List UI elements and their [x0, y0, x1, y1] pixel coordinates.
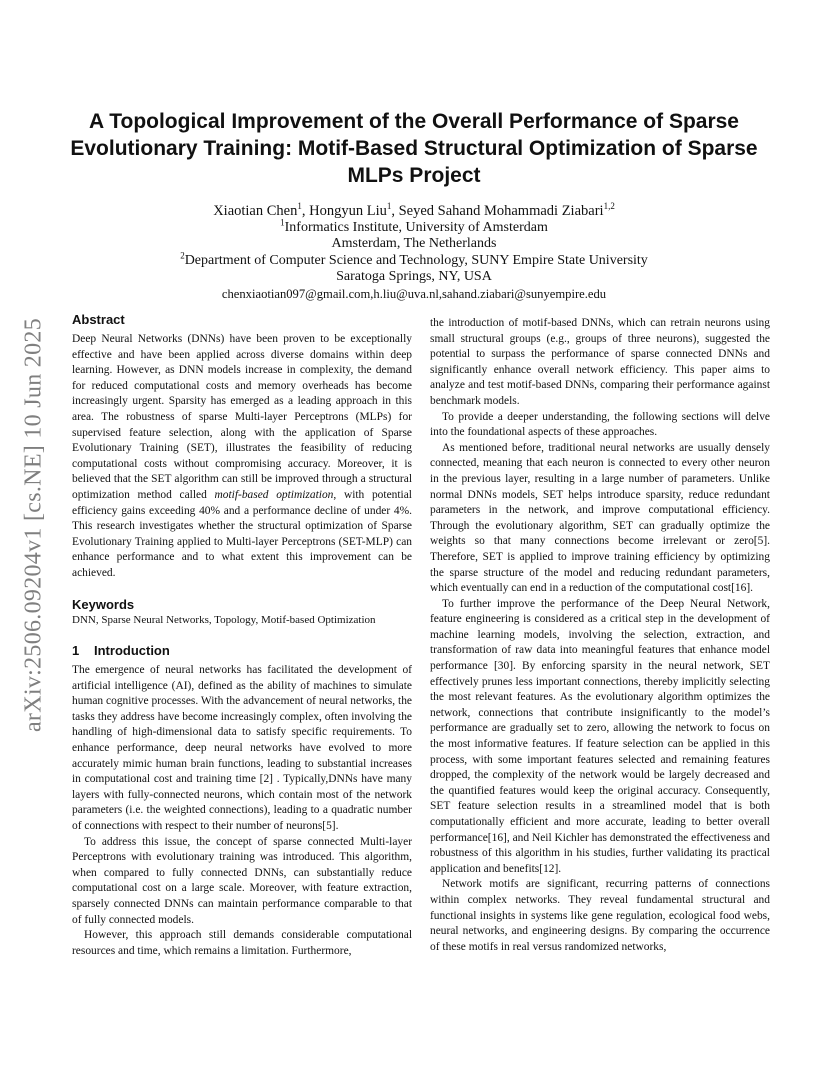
keywords-text: DNN, Sparse Neural Networks, Topology, Motif-based Optimization [72, 613, 376, 626]
keywords-heading: Keywords [72, 596, 135, 612]
section-title: Introduction [94, 643, 170, 659]
affiliation-2-name: Department of Computer Science and Technology, SUNY Empire State University [184, 252, 648, 268]
abstract-heading: Abstract [72, 312, 125, 327]
arxiv-sidebar [14, 290, 54, 760]
author-2-affil: 1 [386, 201, 392, 212]
right-column [430, 316, 770, 955]
intro-paragraph-2: To address this issue, the concept of sparse connected Multi-layer Perceptrons with evolutionary training was introduced. This algorithm, when compared to fully connected DNNs, can substantially reduce computational cost on a large scale. Moreover, with feature extraction, sparsely connected DNNs can maintain performance comparable to that of fully connected models. [72, 835, 412, 926]
author-3-affil: 1,2 [603, 201, 615, 212]
author-3: Seyed Sahand Mohammadi Ziabari [398, 203, 604, 219]
right-paragraph-3: As mentioned before, traditional neural networks are usually densely connected, meaning that each neuron is connected to every other neuron in the previous layer, resulting in a large number of parameters. Unlike normal DNNs models, SET helps introduce sparsity, reduce redundant parameters in the network, and improve computational efficiency. Through the evolutionary algorithm, SET can gradually optimize the weights so that many connections become irrelevant or zero[5]. Therefore, SET is applied to improve training efficiency by optimizing the sparse structure of the model and reducing redundant parameters, which eventually can end in a reduction of the computational cost[16]. [430, 441, 770, 595]
section-number: 1 [72, 643, 80, 659]
affiliation-1 [72, 216, 756, 237]
abstract-text [72, 332, 412, 582]
intro-paragraph-3: However, this approach still demands considerable computational resources and time, which remains a limitation. Furthermore, [72, 929, 412, 957]
abstract-text-part-2: , with potential efficiency gains exceeding 40% and a performance decline of under 4%. This research investigates whether the structural optimization of Sparse Evolutionary Training applied to Multi-layer Perceptrons (SET-MLP) can enhance performance and to what extent this improvement can be achieved. [72, 488, 412, 579]
right-paragraph-4: To further improve the performance of the Deep Neural Network, feature engineering is considered as a critical step in the development of machine learning models, involving the selection, extraction, and transformation of raw data into meaningful features that enhance model performance [30]. By enforcing sparsity in the neural network, SET effectively prunes less important connections, thereby implicitly selecting the most relevant features. As the evolutionary algorithm optimizes the network, connections that contribute insignificantly to the model’s performance are gradually set to zero, allowing the network to focus on the most informative features. If feature selection can be applied in this process, with some important features selected and remaining features dropped, the complexity of the network would be largely decreased and the quantified features would keep the original accuracy. Consequently, SET feature selection results in a streamlined model that is both computationally efficient and more accurate, leading to better overall performance[16], and Neil Kichler has demonstrated the effectiveness and robustness of this algorithm in his studies, further validating its practical application and benefits[12]. [430, 597, 770, 875]
affiliation-1-name: Informatics Institute, University of Amsterdam [284, 219, 548, 235]
right-paragraph-2: To provide a deeper understanding, the following sections will delve into the foundational aspects of these approaches. [430, 410, 770, 439]
affiliation-2-marker: 2 [180, 249, 185, 260]
abstract-text-part-1: Deep Neural Networks (DNNs) have been proven to be exceptionally effective and have been applied across diverse domains within deep learning. However, as DNN models increase in complexity, the demand for reduced computational costs and memory overheads has become increasingly urgent. Sparsity has emerged as a leading approach in this area. The robustness of sparse Multi-layer Perceptrons (MLPs) for supervised feature selection, along with the application of Sparse Evolutionary Training (SET), illustrates the feasibility of reducing computational costs without compromising accuracy. Moreover, it is believed that the SET algorithm can still be improved through a structural optimization method called [72, 333, 412, 501]
author-2: Hongyun Liu [309, 203, 387, 219]
author-separator: , [391, 203, 399, 219]
author-1-affil: 1 [297, 201, 302, 212]
affiliation-2 [72, 249, 756, 270]
left-column [72, 312, 412, 959]
author-1: Xiaotian Chen [213, 203, 298, 219]
author-separator: , [301, 203, 310, 219]
intro-heading [72, 643, 412, 659]
abstract-emphasis: motif-based optimization [214, 488, 334, 501]
author-names [72, 203, 756, 220]
paper-title: A Topological Improvement of the Overall Performance of Sparse Evolutionary Training: Motif-Based Structural Optimization of Sparse MLPs Project [70, 110, 758, 187]
right-paragraph-5: Network motifs are significant, recurring patterns of connections within complex networks. They reveal fundamental structural and functional insights in systems like gene regulation, ecological food webs, neural networks, and engineering designs. By comparing the occurrence of these motifs in real versus randomized networks, [430, 878, 770, 953]
affiliation-1-marker: 1 [280, 216, 285, 227]
arxiv-identifier[interactable]: arXiv:2506.09204v1 [cs.NE] 10 Jun 2025 [20, 317, 47, 733]
author-block [72, 203, 756, 302]
affiliation-1-location: Amsterdam, The Netherlands [331, 236, 497, 251]
author-emails[interactable]: chenxiaotian097@gmail.com,h.liu@uva.nl,sahand.ziabari@sunyempire.edu [221, 286, 607, 301]
intro-paragraph-1: The emergence of neural networks has facilitated the development of artificial intelligence (AI), defined as the ability of machines to simulate human cognitive processes. With the advancement of neural networks, the tasks they address have become increasingly complex, often involving the handling of high-dimensional data to satisfy specific requirements. To enhance performance, deep neural networks have evolved to more accurately mimic human brain functions, leading to substantial increases in computational cost and training time [2] . Typically,DNNs have many layers with fully-connected neurons, which contain most of the network parameters (i.e. the weighted connections), leading to a quadratic number of connections with respect to their number of neurons[5]. [72, 664, 412, 833]
affiliation-2-location: Saratoga Springs, NY, USA [336, 269, 492, 284]
right-paragraph-1: the introduction of motif-based DNNs, which can retrain neurons using small structural groups (e.g., groups of three neurons), suggested the potential to surpass the performance of sparse connected DNNs and significantly enhance overall network efficiency. This paper aims to analyze and test motif-based DNNs, comparing their performance against benchmark models. [430, 317, 770, 407]
